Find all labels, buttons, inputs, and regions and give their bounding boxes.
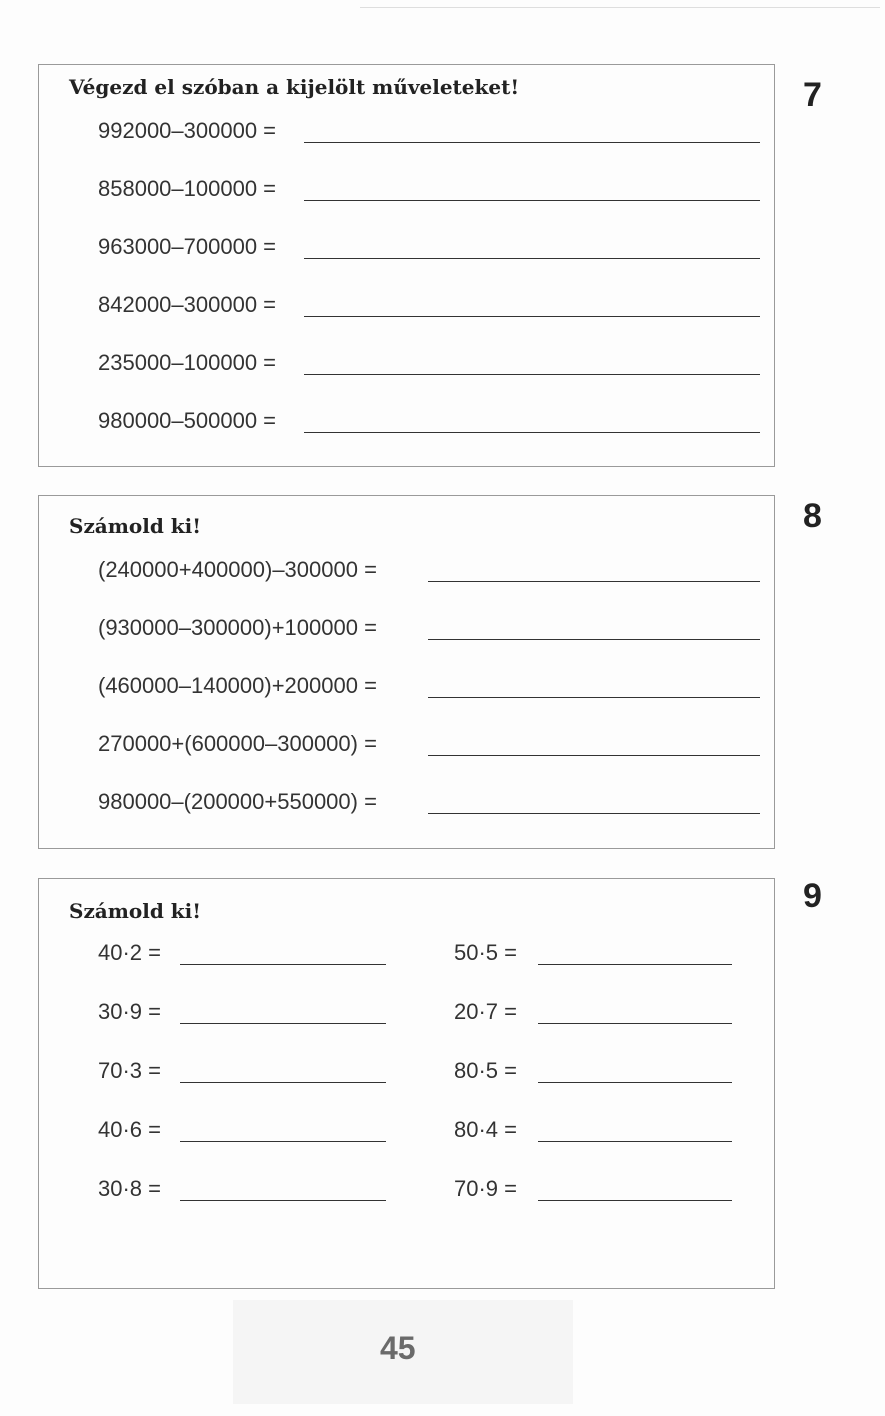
answer-line[interactable]	[304, 200, 760, 201]
expression: 80·5 =	[454, 1058, 517, 1083]
answer-line[interactable]	[180, 1023, 386, 1024]
answer-line[interactable]	[538, 1200, 732, 1201]
expression: (460000–140000)+200000 =	[98, 673, 377, 698]
expression: 40·2 =	[98, 940, 161, 965]
expression: (240000+400000)–300000 =	[98, 557, 377, 582]
answer-line[interactable]	[538, 1082, 732, 1083]
answer-line[interactable]	[180, 964, 386, 965]
exercise-9-box	[38, 878, 775, 1289]
expression: 50·5 =	[454, 940, 517, 965]
exercise-8-box	[38, 495, 775, 849]
page-number: 45	[380, 1330, 416, 1366]
exercise-8-title: Számold ki!	[69, 514, 202, 538]
answer-line[interactable]	[180, 1200, 386, 1201]
expression: 80·4 =	[454, 1117, 517, 1142]
answer-line[interactable]	[304, 374, 760, 375]
answer-line[interactable]	[428, 755, 760, 756]
exercise-7-box	[38, 64, 775, 467]
exercise-7-title: Végezd el szóban a kijelölt műveleteket!	[69, 75, 520, 99]
expression: 980000–500000 =	[98, 408, 277, 433]
expression: 20·7 =	[454, 999, 517, 1024]
expression: 30·9 =	[98, 999, 161, 1024]
expression: 235000–100000 =	[98, 350, 277, 375]
answer-line[interactable]	[538, 1023, 732, 1024]
expression: 980000–(200000+550000) =	[98, 789, 377, 814]
answer-line[interactable]	[428, 697, 760, 698]
page-top-rule	[360, 7, 880, 8]
answer-line[interactable]	[180, 1082, 386, 1083]
answer-line[interactable]	[180, 1141, 386, 1142]
expression: 992000–300000 =	[98, 118, 277, 143]
answer-line[interactable]	[304, 258, 760, 259]
exercise-8-number: 8	[803, 497, 822, 535]
expression: 963000–700000 =	[98, 234, 277, 259]
expression: 842000–300000 =	[98, 292, 277, 317]
expression: 30·8 =	[98, 1176, 161, 1201]
answer-line[interactable]	[428, 581, 760, 582]
expression: 70·9 =	[454, 1176, 517, 1201]
exercise-7-number: 7	[803, 76, 822, 114]
answer-line[interactable]	[538, 964, 732, 965]
answer-line[interactable]	[304, 316, 760, 317]
expression: 70·3 =	[98, 1058, 161, 1083]
answer-line[interactable]	[304, 432, 760, 433]
answer-line[interactable]	[428, 639, 760, 640]
exercise-9-title: Számold ki!	[69, 899, 202, 923]
answer-line[interactable]	[428, 813, 760, 814]
expression: (930000–300000)+100000 =	[98, 615, 377, 640]
answer-line[interactable]	[538, 1141, 732, 1142]
exercise-9-number: 9	[803, 877, 822, 915]
expression: 858000–100000 =	[98, 176, 277, 201]
expression: 40·6 =	[98, 1117, 161, 1142]
expression: 270000+(600000–300000) =	[98, 731, 377, 756]
answer-line[interactable]	[304, 142, 760, 143]
